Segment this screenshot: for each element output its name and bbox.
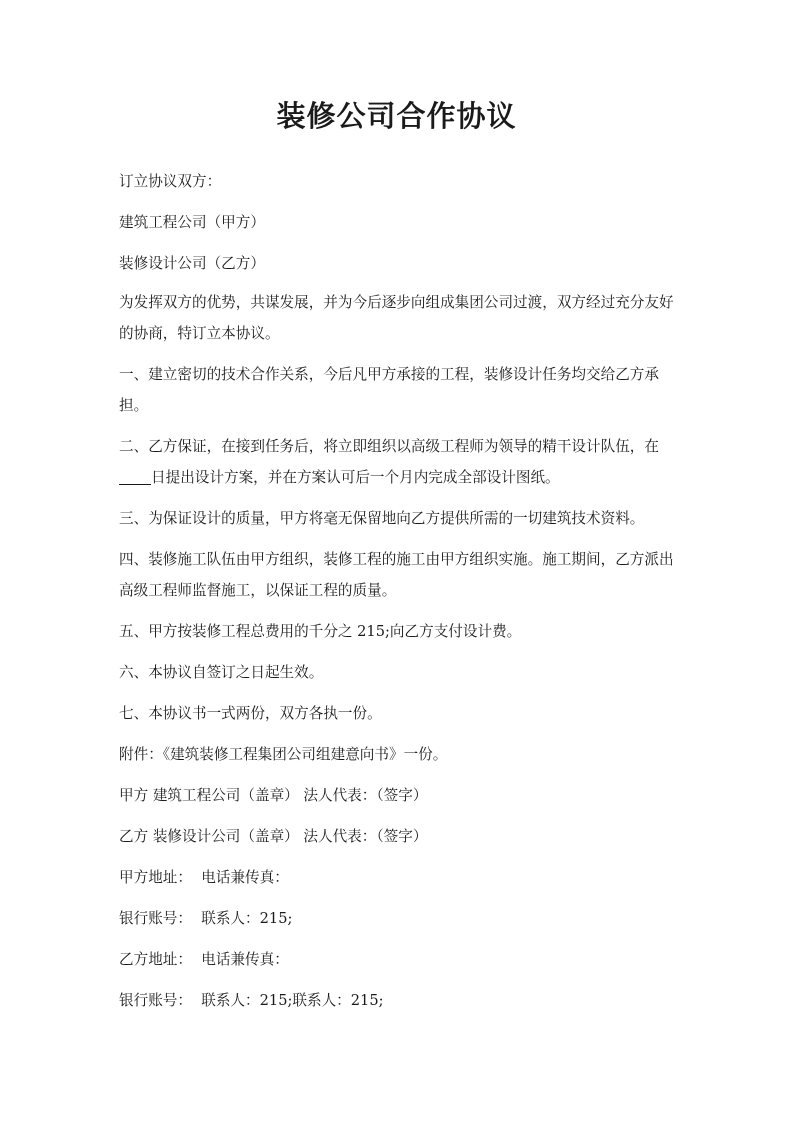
clause-1: 一、建立密切的技术合作关系，今后凡甲方承接的工程，装修设计任务均交给乙方承担。 [119,366,659,414]
party-b: 装修设计公司（乙方） [119,255,265,272]
clause-2 [119,431,677,493]
date-blank [119,468,151,485]
clause-4: 四、装修施工队伍由甲方组织，装修工程的施工由甲方组织实施。施工期间，乙方派出高级工程师监督施工，以保证工程的质量。 [119,551,674,599]
clause-6: 六、本协议自签订之日起生效。 [119,664,324,681]
signature-party-a: 甲方 建筑工程公司（盖章） 法人代表：（签字） [119,787,428,804]
parties-intro: 订立协议双方： [119,173,222,190]
party-a: 建筑工程公司（甲方） [119,214,265,231]
document-body [119,166,677,1016]
clause-2-text-after: 日提出设计方案，并在方案认可后一个月内完成全部设计图纸。 [151,469,560,486]
bank-party-a: 银行账号： 联系人：215; [119,910,293,927]
clause-3: 三、为保证设计的质量，甲方将毫无保留地向乙方提供所需的一切建筑技术资料。 [119,510,645,527]
address-party-b: 乙方地址： 电话兼传真： [119,951,289,968]
document-title: 装修公司合作协议 [276,99,517,133]
attachment-line: 附件：《建筑装修工程集团公司组建意向书》一份。 [119,746,448,763]
clause-7: 七、本协议书一式两份，双方各执一份。 [119,705,382,722]
clause-2-text-before: 二、乙方保证，在接到任务后，将立即组织以高级工程师为领导的精干设计队伍，在 [119,438,659,455]
bank-party-b: 银行账号： 联系人：215;联系人：215; [119,992,384,1009]
purpose-paragraph: 为发挥双方的优势，共谋发展，并为今后逐步向组成集团公司过渡，双方经过充分友好的协商，特订立本协议。 [119,294,674,342]
clause-5: 五、甲方按装修工程总费用的千分之 215;向乙方支付设计费。 [119,623,522,640]
address-party-a: 甲方地址： 电话兼传真： [119,869,289,886]
signature-party-b: 乙方 装修设计公司（盖章） 法人代表：（签字） [119,828,428,845]
